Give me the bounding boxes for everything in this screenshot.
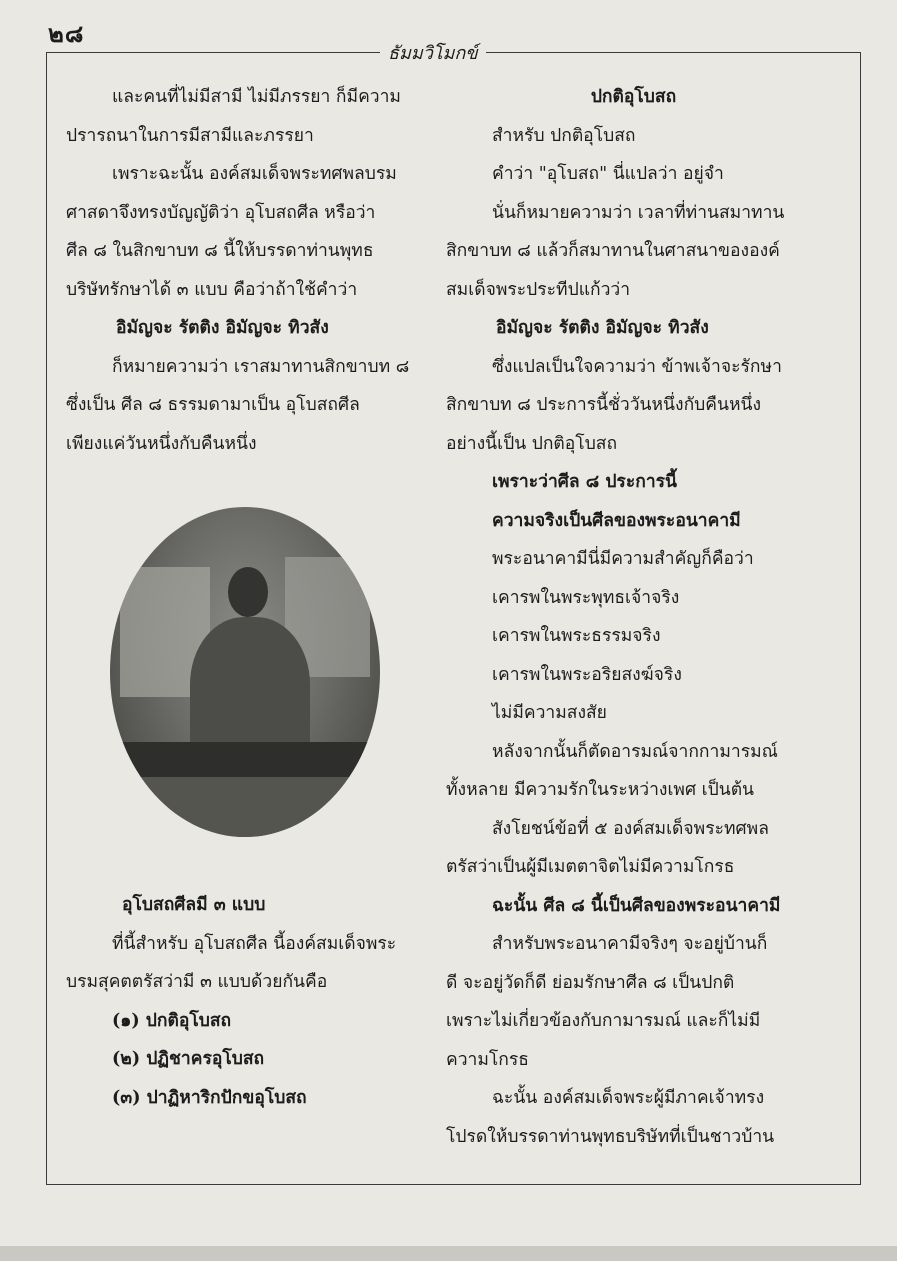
text-line: สิกขาบท ๘ ประการนี้ชั่ววันหนึ่งกับคืนหนึ่ง [446,395,761,415]
left-lower-column [66,886,441,1117]
text-line: (๓) ปาฏิหาริกปักขอุโบสถ [112,1087,307,1108]
text-line: สิกขาบท ๘ แล้วก็สมาทานในศาสนาขององค์ [446,241,780,261]
text-line: เคารพในพระอริยสงฆ์จริง [492,664,682,685]
text-line: ไม่มีความสงสัย [492,703,607,723]
text-line: ปรารถนาในการมีสามีและภรรยา [66,125,314,146]
text-line: เพราะว่าศีล ๘ ประการนี้ [492,472,678,492]
text-line: ฉะนั้น ศีล ๘ นี้เป็นศีลของพระอนาคามี [492,895,781,916]
text-line: ทั้งหลาย มีความรักในระหว่างเพศ เป็นต้น [446,780,755,800]
text-line: โปรดให้บรรดาท่านพุทธบริษัทที่เป็นชาวบ้าน [446,1126,775,1147]
text-line: เพราะฉะนั้น องค์สมเด็จพระทศพลบรม [112,164,397,184]
text-line: เคารพในพระธรรมจริง [492,626,661,646]
text-line: (๑) ปกติอุโบสถ [112,1010,232,1031]
text-line: อย่างนี้เป็น ปกติอุโบสถ [446,433,618,454]
text-line: ซึ่งแปลเป็นใจความว่า ข้าพเจ้าจะรักษา [492,356,782,377]
text-line: สังโยชน์ข้อที่ ๕ องค์สมเด็จพระทศพล [492,818,769,839]
text-line: ความจริงเป็นศีลของพระอนาคามี [492,510,741,531]
monk-photo [110,507,380,837]
left-column [66,78,441,463]
text-line: คำว่า "อุโบสถ" นี่แปลว่า อยู่จำ [492,164,724,184]
text-line: ที่นี้สำหรับ อุโบสถศีล นี้องค์สมเด็จพระ [112,933,397,954]
right-column [446,78,821,1156]
text-line: หลังจากนั้นก็ตัดอารมณ์จากกามารมณ์ [492,741,778,762]
page-bottom-edge [0,1246,897,1261]
text-line: อิมัญจะ รัตติง อิมัญจะ ทิวสัง [496,318,709,338]
text-line: สำหรับ ปกติอุโบสถ [492,125,636,146]
text-line: และคนที่ไม่มีสามี ไม่มีภรรยา ก็มีความ [112,87,401,107]
oval-photo-frame [110,507,380,837]
text-line: เคารพในพระพุทธเจ้าจริง [492,587,680,608]
text-line: ดี จะอยู่วัดก็ดี ย่อมรักษาศีล ๘ เป็นปกติ [446,972,735,993]
text-line: อิมัญจะ รัตติง อิมัญจะ ทิวสัง [116,318,329,338]
text-line: ฉะนั้น องค์สมเด็จพระผู้มีภาคเจ้าทรง [492,1088,765,1108]
page-number: ๒๘ [48,20,85,48]
text-line: อุโบสถศีลมี ๓ แบบ [122,895,266,915]
text-line: นั่นก็หมายความว่า เวลาที่ท่านสมาทาน [492,202,785,223]
text-line: ซึ่งเป็น ศีล ๘ ธรรมดามาเป็น อุโบสถศีล [66,395,360,415]
text-line: พระอนาคามีนี่มีความสำคัญก็คือว่า [492,549,754,569]
text-line: สมเด็จพระประทีปแก้วว่า [446,279,631,300]
text-line: สำหรับพระอนาคามีจริงๆ จะอยู่บ้านก็ [492,934,768,954]
text-line: เพียงแค่วันหนึ่งกับคืนหนึ่ง [66,433,257,454]
right-column-text [446,78,821,1156]
text-line: ศีล ๘ ในสิกขาบท ๘ นี้ให้บรรดาท่านพุทธ [66,241,374,261]
text-line: บริษัทรักษาได้ ๓ แบบ คือว่าถ้าใช้คำว่า [66,279,358,300]
text-line: ตรัสว่าเป็นผู้มีเมตตาจิตไม่มีความโกรธ [446,857,735,877]
text-line: เพราะไม่เกี่ยวข้องกับกามารมณ์ และก็ไม่มี [446,1011,761,1031]
text-line: บรมสุคตตรัสว่ามี ๓ แบบด้วยกันคือ [66,972,328,992]
text-line: ก็หมายความว่า เราสมาทานสิกขาบท ๘ [112,356,410,377]
text-line: ปกติอุโบสถ [590,87,677,107]
running-head: ธัมมวิโมกข์ [380,38,486,67]
text-line: ศาสดาจึงทรงบัญญัติว่า อุโบสถศีล หรือว่า [66,202,376,223]
left-lower-text [66,886,441,1117]
text-line: (๒) ปฏิชาครอุโบสถ [112,1049,265,1069]
left-upper-text [66,78,441,463]
text-line: ความโกรธ [446,1049,529,1070]
